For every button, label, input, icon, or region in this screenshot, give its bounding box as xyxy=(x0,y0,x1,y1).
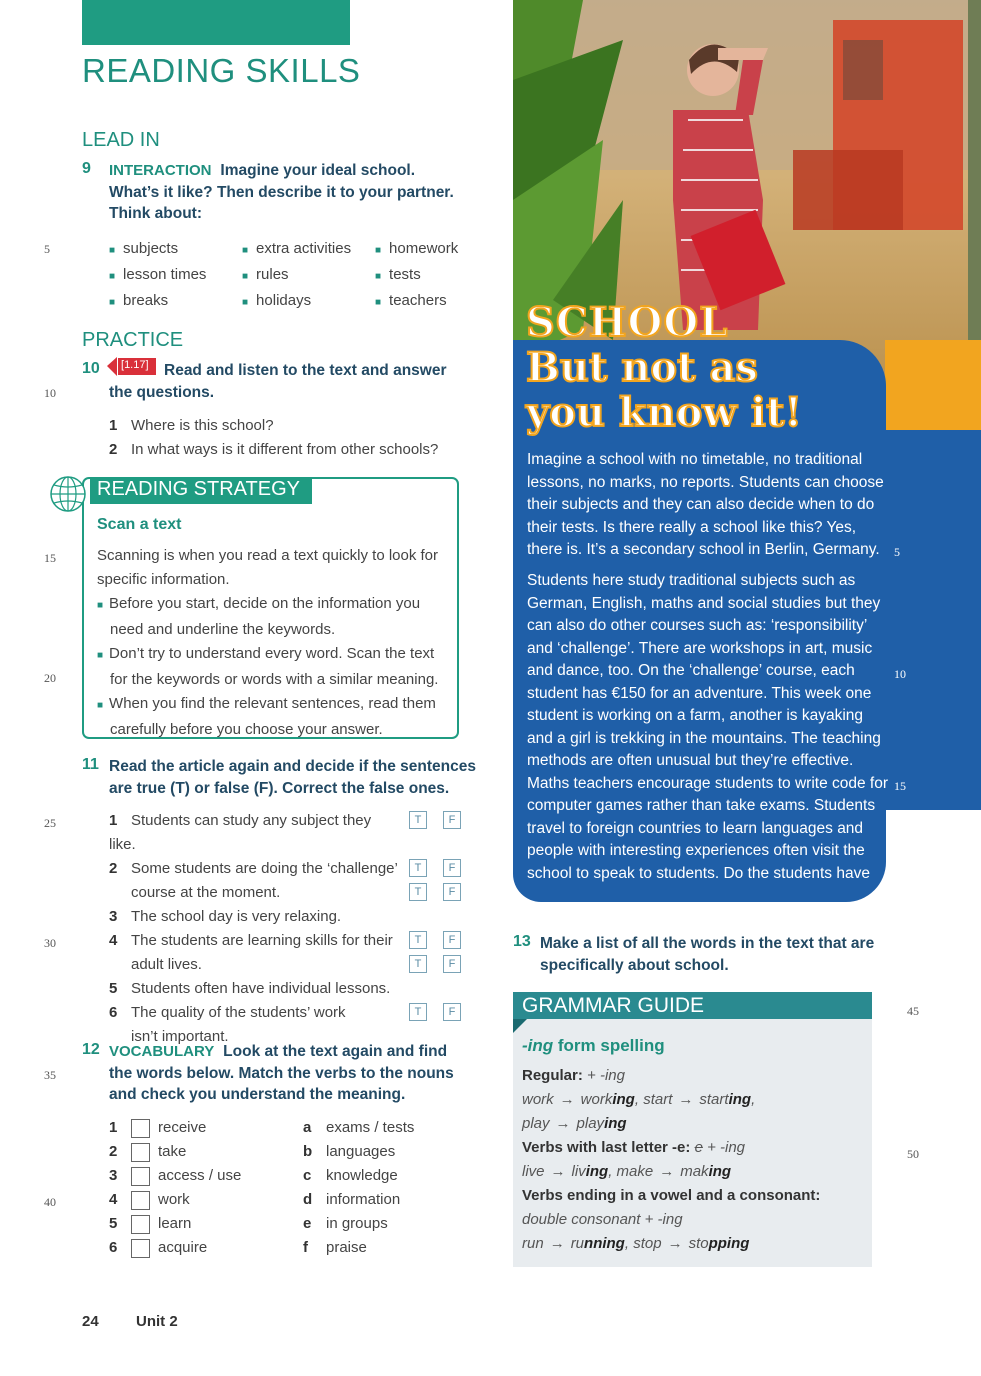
list-item: 2 Some students are doing the ‘challenge’ course at the moment. xyxy=(109,860,398,901)
ex9-number: 9 xyxy=(82,160,91,177)
line-number: 10 xyxy=(44,386,56,400)
line-number: 5 xyxy=(894,545,900,559)
line-number: 45 xyxy=(907,1004,919,1018)
list-item: e in groups xyxy=(303,1215,388,1232)
line-number: 5 xyxy=(44,242,50,256)
false-box-3[interactable]: F xyxy=(443,883,461,901)
list-item: f praise xyxy=(303,1239,367,1256)
line-number: 25 xyxy=(44,816,56,830)
list-item: 2 take xyxy=(109,1143,187,1160)
true-box-1[interactable]: T xyxy=(409,811,427,829)
line-number: 20 xyxy=(44,671,56,685)
unit-label: Unit 2 xyxy=(136,1313,178,1330)
list-item: 6 The quality of the students’ work isn’t important. xyxy=(109,1004,346,1045)
article-title-1: SCHOOL xyxy=(526,299,729,346)
list-item: 4 The students are learning skills for their adult lives. xyxy=(109,932,393,973)
strategy-bullets xyxy=(97,592,438,742)
ex11-number: 11 xyxy=(82,756,99,773)
answer-box[interactable] xyxy=(131,1191,150,1210)
strategy-title: READING STRATEGY xyxy=(97,478,300,500)
true-box-4[interactable]: T xyxy=(409,931,427,949)
answer-box[interactable] xyxy=(131,1143,150,1162)
grammar-title-tab xyxy=(513,1019,527,1033)
orange-accent xyxy=(885,340,981,430)
grammar-subtitle: -ing form spelling xyxy=(522,1036,665,1055)
vocabulary-tag: VOCABULARY xyxy=(109,1043,215,1060)
list-item: d information xyxy=(303,1191,401,1208)
line-number: 30 xyxy=(44,936,56,950)
list-item: ■ When you find the relevant sentences, read them carefully before you choose your answer. xyxy=(97,695,436,738)
answer-box[interactable] xyxy=(131,1167,150,1186)
list-item: 3 access / use xyxy=(109,1167,242,1184)
article-title-2: But not as xyxy=(526,344,758,391)
ex10-questions xyxy=(109,414,438,462)
list-item: ■ teachers xyxy=(375,292,447,309)
true-box-3[interactable]: T xyxy=(409,883,427,901)
article-para-2: Students here study traditional subjects such as German, English, maths and social studies but they can also do other courses such as: ‘responsibility’ and ‘challenge’. There are workshops in art, music and dance, too. On the ‘challenge’ course, each student has €150 for an adventure. This week one student is working on a farm, another is kayaking and a girl is trekking in the mountains. The teaching methods are often unusual but they’re effective. Maths teachers encourage students to write code for computer games rather than take exams. Students travel to foreign countries to learn languages and people with interesting experiences often visit the school to speak to students. Do the students have xyxy=(527,572,889,882)
ex12-verbs xyxy=(109,1116,241,1260)
strategy-subtitle: Scan a text xyxy=(97,516,182,533)
lead-in-col-1 xyxy=(109,237,206,315)
ex11-instruction: Read the article again and decide if the sentences are true (T) or false (F). Correct the false ones. xyxy=(109,758,476,797)
false-box-5[interactable]: F xyxy=(443,955,461,973)
ex13-instruction: Make a list of all the words in the text that are specifically about school. xyxy=(540,935,875,974)
list-item: a exams / tests xyxy=(303,1119,415,1136)
lead-in-col-3 xyxy=(375,237,458,315)
audio-code: [1.17] xyxy=(121,359,149,371)
list-item: c knowledge xyxy=(303,1167,398,1184)
line-number: 40 xyxy=(44,1195,56,1209)
ex13-number: 13 xyxy=(513,933,531,950)
line-number: 15 xyxy=(894,779,906,793)
page-number: 24 xyxy=(82,1313,99,1330)
false-box-6[interactable]: F xyxy=(443,1003,461,1021)
list-item: ■ extra activities xyxy=(242,240,352,257)
list-item: ■ breaks xyxy=(109,292,169,309)
list-item: ■ homework xyxy=(375,240,459,257)
article-para-1: Imagine a school with no timetable, no traditional lessons, no marks, no reports. Students can choose their subjects and they can also decide when to do their tests. Is there really a school like this? Yes, there is. It’s a secondary school in Berlin, Germany. xyxy=(527,451,884,558)
false-box-2[interactable]: F xyxy=(443,859,461,877)
lead-in-heading: LEAD IN xyxy=(82,129,160,151)
ex12-number: 12 xyxy=(82,1041,100,1058)
false-box-4[interactable]: F xyxy=(443,931,461,949)
ex11-items xyxy=(109,809,399,1049)
practice-heading: PRACTICE xyxy=(82,329,184,351)
lead-in-col-2 xyxy=(242,237,351,315)
line-number: 15 xyxy=(44,551,56,565)
line-number: 35 xyxy=(44,1068,56,1082)
list-item: ■ tests xyxy=(375,266,421,283)
list-item: 1 receive xyxy=(109,1119,207,1136)
list-item: 1 Students can study any subject they like. xyxy=(109,812,372,853)
ex10-line-2: the questions. xyxy=(109,383,215,401)
ex10-number: 10 xyxy=(82,360,100,377)
list-item: ■ Don’t try to understand every word. Scan the text for the keywords or words with a similar meaning. xyxy=(97,645,439,688)
header-bar xyxy=(82,0,350,45)
list-item: 5 learn xyxy=(109,1215,192,1232)
list-item: ■ rules xyxy=(242,266,289,283)
ex9-line-3: Think about: xyxy=(109,205,202,222)
line-number: 50 xyxy=(907,1147,919,1161)
line-number: 10 xyxy=(894,667,906,681)
true-box-5[interactable]: T xyxy=(409,955,427,973)
true-box-2[interactable]: T xyxy=(409,859,427,877)
answer-box[interactable] xyxy=(131,1119,150,1138)
list-item: ■ lesson times xyxy=(109,266,207,283)
list-item: 1 Where is this school? xyxy=(109,417,274,434)
strategy-intro: Scanning is when you read a text quickly to look for specific information. xyxy=(97,547,439,588)
true-box-6[interactable]: T xyxy=(409,1003,427,1021)
ex9-instruction xyxy=(109,160,489,225)
list-item: ■ subjects xyxy=(109,240,179,257)
answer-box[interactable] xyxy=(131,1215,150,1234)
grammar-rules: Regular: + -ing work → working, start → starting, play → playing Verbs with last letter -e: e + -ing live → living, make → making Verbs ending in a vowel and a consonant: double consonant + -ing run → running, stop → stopping xyxy=(522,1067,821,1252)
list-item: 6 acquire xyxy=(109,1239,208,1256)
ex9-line-1: Imagine your ideal school. xyxy=(220,162,416,179)
interaction-tag: INTERACTION xyxy=(109,162,212,179)
page-title: READING SKILLS xyxy=(82,52,361,89)
ex10-line-1: Read and listen to the text and answer xyxy=(164,362,447,379)
list-item: 4 work xyxy=(109,1191,190,1208)
false-box-1[interactable]: F xyxy=(443,811,461,829)
globe-icon xyxy=(48,474,88,514)
list-item: 3 The school day is very relaxing. xyxy=(109,908,342,925)
list-item: 2 In what ways is it different from other schools? xyxy=(109,441,439,458)
list-item: b languages xyxy=(303,1143,396,1160)
list-item: ■ holidays xyxy=(242,292,312,309)
ex12-instruction: VOCABULARY Look at the text again and find the words below. Match the verbs to the nouns and check you understand the meaning. xyxy=(109,1043,454,1103)
article-title-3: you know it! xyxy=(526,389,802,436)
ex12-nouns xyxy=(303,1116,414,1260)
ex9-line-2: What’s it like? Then describe it to your partner. xyxy=(109,183,454,201)
answer-box[interactable] xyxy=(131,1239,150,1258)
list-item: 5 Students often have individual lessons. xyxy=(109,980,391,997)
grammar-title: GRAMMAR GUIDE xyxy=(522,994,705,1017)
list-item: ■ Before you start, decide on the information you need and underline the keywords. xyxy=(97,595,421,638)
ex10-instruction xyxy=(109,360,469,403)
